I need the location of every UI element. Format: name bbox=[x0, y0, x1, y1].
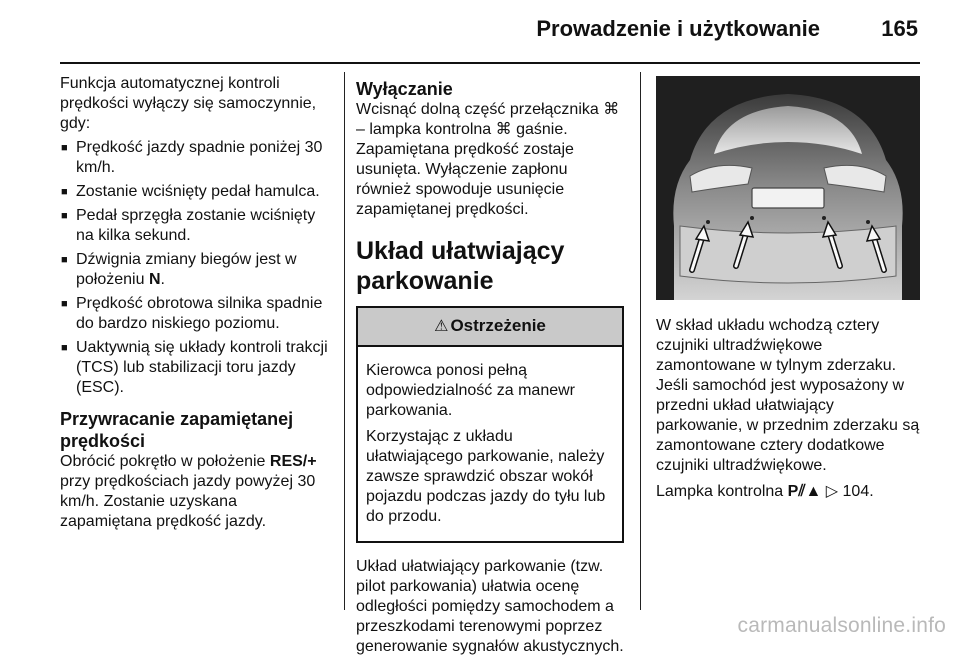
section-heading: Układ ułatwiający parkowanie bbox=[356, 237, 565, 295]
column-1 bbox=[60, 74, 332, 536]
bullet-icon: ■ bbox=[61, 254, 68, 266]
cruise-control-icon: ⌘ bbox=[495, 121, 512, 138]
warning-paragraph: Kierowca ponosi pełną odpowiedzialność za manewr parkowania. bbox=[366, 362, 575, 419]
bullet-icon: ■ bbox=[61, 342, 68, 354]
warning-box bbox=[356, 306, 624, 543]
gear-position: N bbox=[148, 271, 161, 288]
list-item: ■ Zostanie wciśnięty pedał hamulca. bbox=[61, 183, 320, 200]
car-rear-illustration bbox=[656, 76, 920, 300]
column-divider-2 bbox=[640, 72, 641, 610]
warning-header bbox=[358, 308, 622, 347]
warning-icon: ⚠ bbox=[434, 318, 449, 335]
bullet-icon: ■ bbox=[61, 142, 68, 154]
res-label: RES/+ bbox=[269, 453, 317, 470]
warning-body bbox=[358, 347, 622, 541]
watermark: carmanualsonline.info bbox=[737, 614, 946, 637]
intro-paragraph: Funkcja automatycznej kontroli prędkości wyłączy się samoczynnie, gdy: bbox=[60, 75, 317, 132]
list-item: ■ Pedał sprzęgła zostanie wciśnięty na kilka sekund. bbox=[61, 207, 316, 244]
sensors-paragraph: W skład układu wchodzą cztery czujniki ultradźwiękowe zamontowane w tylnym zderzaku. Jeśli samochód jest wyposażony w przedni układ ułatwiający parkowanie, w przednim zderzaku są zamontowane cztery dodatkowe czujniki ultradźwiękowe. bbox=[656, 317, 920, 474]
deactivation-list bbox=[60, 138, 332, 398]
parking-assist-icon: P⫽▲ bbox=[787, 483, 822, 500]
bullet-icon: ■ bbox=[61, 186, 68, 198]
off-heading: Wyłączanie bbox=[356, 79, 453, 99]
restore-paragraph: Obrócić pokrętło w położenie RES/+ przy prędkościach jazdy powyżej 30 km/h. Zostanie uzyskana zapamiętana prędkość jazdy. bbox=[60, 453, 317, 530]
warning-paragraph: Korzystając z układu ułatwiającego parkowanie, należy zawsze sprawdzić obszar wokół pojazdu podczas jazdy do tyłu lub do przodu. bbox=[366, 428, 606, 525]
bullet-icon: ■ bbox=[61, 210, 68, 222]
list-item: ■ Prędkość jazdy spadnie poniżej 30 km/h. bbox=[61, 139, 323, 176]
off-paragraph: Wcisnąć dolną część przełącznika ⌘ – lampka kontrolna ⌘ gaśnie. Zapamiętana prędkość zostaje usunięta. Wyłączenie zapłonu również spowoduje usunięcie zapamiętanej prędkości. bbox=[356, 101, 620, 218]
column-3 bbox=[656, 74, 922, 508]
indicator-paragraph: Lampka kontrolna P⫽▲ ▷ 104. bbox=[656, 483, 874, 500]
header-title: Prowadzenie i użytkowanie bbox=[536, 16, 820, 41]
restore-heading: Przywracanie zapamiętanej prędkości bbox=[60, 409, 294, 451]
warning-title: Ostrzeżenie bbox=[450, 316, 546, 335]
page-reference[interactable]: 104 bbox=[842, 483, 870, 500]
list-item: ■ Prędkość obrotowa silnika spadnie do bardzo niskiego poziomu. bbox=[61, 295, 323, 332]
parking-description: Układ ułatwiający parkowanie (tzw. pilot parkowania) ułatwia ocenę odległości pomiędzy samochodem a przeszkodami terenowymi poprzez generowanie sygnałów akustycznych. bbox=[356, 558, 624, 655]
page-number: 165 bbox=[881, 16, 918, 41]
cruise-control-icon: ⌘ bbox=[603, 101, 620, 118]
bullet-icon: ■ bbox=[61, 298, 68, 310]
column-divider-1 bbox=[344, 72, 345, 610]
header-rule bbox=[60, 62, 920, 64]
column-2 bbox=[356, 74, 624, 661]
list-item: ■ Uaktywnią się układy kontroli trakcji (TCS) lub stabilizacji toru jazdy (ESC). bbox=[61, 339, 328, 396]
list-item: ■ Dźwignia zmiany biegów jest w położeniu N. bbox=[61, 251, 297, 288]
page-ref-icon: ▷ bbox=[825, 483, 839, 500]
